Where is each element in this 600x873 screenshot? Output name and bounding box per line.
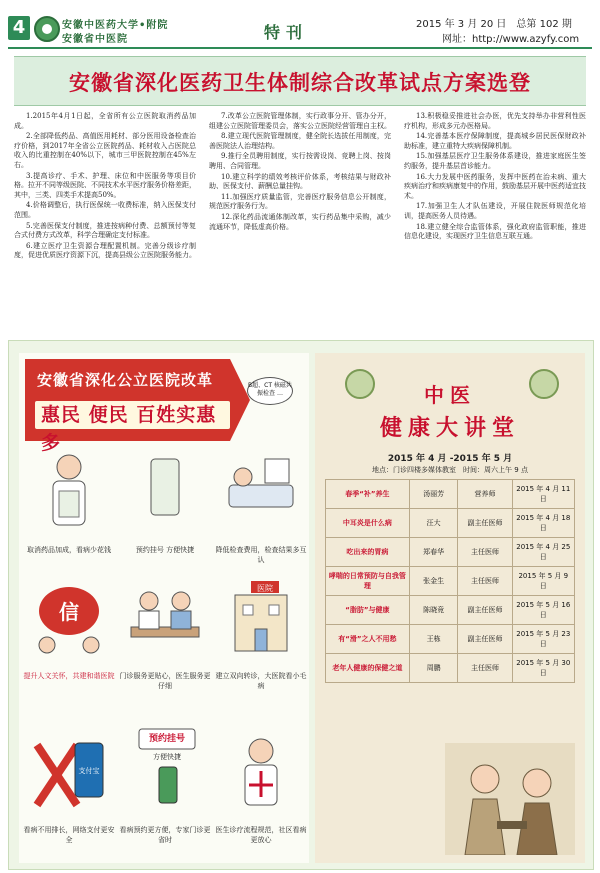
poster-panel	[23, 725, 115, 849]
article-paragraph: 6.建立医疗卫生资源合理配置机制。完善分级诊疗制度，促进优质医疗资源下沉，提高县级公立医院服务能力。	[14, 241, 196, 260]
lecture-date: 2015 年 4 月 11 日	[512, 480, 574, 509]
article-paragraph: 9.推行全员聘用制度，实行按需设岗、竞聘上岗、按岗聘用、合同管理。	[209, 152, 391, 170]
bottom-feature	[8, 340, 594, 870]
masthead	[0, 0, 600, 52]
poster-panel	[215, 725, 307, 849]
lecture-topic: “脂肪”与健康	[326, 596, 410, 625]
poster-panel	[215, 571, 307, 695]
website-link[interactable]: 网址：http://www.azyfy.com	[442, 34, 580, 45]
article-body	[14, 112, 586, 334]
article-paragraph: 2.全部降低药品、高值医用耗材、部分医用设备检查治疗价格，到2017年全省公立医院药品、耗材收入占医院总收入的比重控制在40%以下，城市三甲医院控制在45%左右。	[14, 132, 196, 169]
panel-caption: 门诊服务更贴心，医生服务更仔细	[119, 672, 211, 690]
poster-panel	[119, 725, 211, 849]
lecture-topic: 春季“补”养生	[326, 480, 410, 509]
hospital-logo-icon	[34, 16, 60, 42]
lecture-date: 2015 年 4 月 18 日	[512, 509, 574, 538]
speaker-name: 郑春华	[409, 538, 458, 567]
speech-bubble: B超、CT 核磁共振检查 …	[247, 377, 293, 405]
article-column-2	[209, 112, 391, 334]
lecture-date: 2015 年 4 月 25 日	[512, 538, 574, 567]
poster-panel	[215, 445, 307, 569]
speaker-title: 主任医师	[458, 538, 512, 567]
table-row	[326, 654, 575, 683]
article-paragraph: 14.完善基本医疗保障制度，提高城乡居民医保财政补助标准，建立重特大疾病保障机制。	[404, 132, 586, 150]
poster-title: 安徽省深化公立医院改革	[37, 371, 214, 389]
lecture-topic: 哮喘的日常预防与自我管理	[326, 567, 410, 596]
appointment-sign-subtext: 方便快捷	[153, 753, 181, 761]
article-paragraph: 5.完善医保支付制度，推进按病种付费、总额预付等复合式付费方式改革，科学合理确定支付标准。	[14, 221, 196, 240]
article-paragraph: 13.积极稳妥推进社会办医，优先支持举办非营利性医疗机构，形成多元办医格局。	[404, 112, 586, 130]
page-number: 4	[8, 16, 30, 40]
appointment-sign-text: 预约挂号	[148, 734, 186, 744]
doctor-patient-illustration-icon	[445, 743, 575, 855]
issue-date: 2015 年 3 月 20 日 总第 102 期	[416, 19, 572, 30]
flyer-venue: 地点：门诊四楼多媒体教室 时间：周六上午 9 点	[372, 466, 528, 474]
flyer-subtitle: 健康大讲堂	[379, 415, 520, 441]
article-paragraph: 18.建立健全综合监管体系，强化政府监管职能，推进信息化建设，实现医疗卫生信息互联互通。	[404, 222, 586, 241]
speaker-name: 周鹏	[409, 654, 458, 683]
article-paragraph: 3.提高诊疗、手术、护理、床位和中医服务等项目价格。拉开不同等级医院、不同技术水平医疗服务价格差距，其中，三类、四类手术提高50%。	[14, 171, 196, 199]
lecture-date: 2015 年 5 月 16 日	[512, 596, 574, 625]
table-row	[326, 567, 575, 596]
poster-banner	[25, 359, 230, 454]
table-row	[326, 596, 575, 625]
mobile-payment-illustration-icon	[29, 725, 109, 821]
table-row	[326, 509, 575, 538]
flyer-title: 中医	[424, 383, 476, 407]
article-paragraph: 7.改革公立医院管理体制，实行政事分开、管办分开，组建公立医院管理委员会，落实公立医院经营管理自主权。	[209, 112, 391, 130]
lecture-date: 2015 年 5 月 9 日	[512, 567, 574, 596]
appointment-phone-icon	[125, 445, 205, 541]
panel-caption: 取消药品加成，看病少花钱	[27, 546, 111, 554]
health-lecture-flyer	[315, 353, 585, 863]
table-row	[326, 625, 575, 654]
credit-sign-text: 信	[59, 600, 79, 624]
section-title: 特刊	[264, 23, 309, 42]
speaker-name: 张金生	[409, 567, 458, 596]
article-paragraph: 12.深化药品流通体制改革，实行药品集中采购，减少流通环节，降低虚高价格。	[209, 212, 391, 231]
speaker-title: 副主任医师	[458, 509, 512, 538]
article-paragraph: 4.价格调整后，执行医保统一收费标准，纳入医保支付范围。	[14, 201, 196, 219]
panel-caption: 医生诊疗流程规范，社区看病更放心	[215, 826, 307, 844]
article-column-3	[404, 112, 586, 334]
article-paragraph: 16.大力发展中医药服务，发挥中医药在治未病、重大疾病治疗和疾病康复中的作用，鼓励基层开展中医药适宜技术。	[404, 172, 586, 200]
speaker-name: 汪大	[409, 509, 458, 538]
poster-panel	[23, 571, 115, 695]
doctor-illustration-icon	[29, 445, 109, 541]
lecture-date: 2015 年 5 月 23 日	[512, 625, 574, 654]
lecture-topic: 老年人健康的保健之道	[326, 654, 410, 683]
article-paragraph: 17.加强卫生人才队伍建设，开展住院医师规范化培训，提高医务人员待遇。	[404, 202, 586, 220]
panel-caption: 看病不用排长，网络支付更安全	[23, 826, 115, 844]
speaker-name: 汤丽芳	[409, 480, 458, 509]
speaker-title: 副主任医师	[458, 596, 512, 625]
lecture-topic: 中耳炎是什么病	[326, 509, 410, 538]
reform-poster	[19, 353, 309, 863]
speaker-name: 王栋	[409, 625, 458, 654]
headline: 安徽省深化医药卫生体制综合改革试点方案选登	[69, 71, 531, 95]
masthead-name-line1: 安徽中医药大学•附院	[62, 20, 169, 31]
consultation-illustration-icon	[125, 571, 205, 667]
speaker-title: 副主任医师	[458, 625, 512, 654]
article-paragraph: 1.2015年4月1日起，全省所有公立医院取消药品加成。	[14, 112, 196, 130]
article-paragraph: 10.建立科学的绩效考核评价体系，考核结果与财政补助、医保支付、薪酬总量挂钩。	[209, 172, 391, 191]
lecture-topic: 吃出来的胃病	[326, 538, 410, 567]
headline-band	[14, 56, 586, 106]
lecture-topic: 有“滑”之人不用愁	[326, 625, 410, 654]
speaker-title: 主任医师	[458, 567, 512, 596]
panel-caption: 看病预约更方便，专家门诊更省时	[119, 826, 211, 844]
flyer-period: 2015 年 4 月 -2015 年 5 月	[387, 454, 513, 464]
lecture-date: 2015 年 5 月 30 日	[512, 654, 574, 683]
article-paragraph: 11.加强医疗质量监管，完善医疗服务信息公开制度，规范医疗服务行为。	[209, 192, 391, 211]
alipay-sign-text: 支付宝	[78, 767, 100, 775]
poster-panel	[119, 445, 211, 569]
article-paragraph: 8.建立现代医院管理制度，健全院长选拔任用制度，完善医院法人治理结构。	[209, 132, 391, 150]
speaker-title: 营养师	[458, 480, 512, 509]
poster-panel	[119, 571, 211, 695]
panel-caption: 提升人文关怀，共建和谐医院	[23, 672, 115, 680]
speaker-title: 主任医师	[458, 654, 512, 683]
poster-slogan: 惠民 便民 百姓实惠多	[35, 401, 230, 429]
article-paragraph: 15.加强基层医疗卫生服务体系建设，推进家庭医生签约服务，提升基层首诊能力。	[404, 152, 586, 170]
community-clinic-illustration-icon	[221, 725, 301, 821]
hospital-sign-text: 医院	[257, 584, 273, 593]
credit-sign-illustration-icon	[29, 571, 109, 667]
divider	[8, 47, 592, 49]
poster-panel	[23, 445, 115, 569]
speaker-name: 陈晓竟	[409, 596, 458, 625]
table-row	[326, 538, 575, 567]
masthead-name-line2: 安徽省中医院	[62, 34, 128, 45]
examination-illustration-icon	[221, 445, 301, 541]
panel-caption: 降低检查费用，检查结果多互认	[215, 546, 307, 564]
appointment-illustration-icon	[125, 725, 205, 821]
article-column-1	[14, 112, 196, 334]
table-row	[326, 480, 575, 509]
panel-caption: 建立双向转诊，大医院看小毛病	[215, 672, 307, 690]
panel-caption: 预约挂号 方便快捷	[135, 546, 195, 554]
lecture-schedule-table	[325, 479, 575, 683]
hospital-building-icon	[221, 571, 301, 667]
